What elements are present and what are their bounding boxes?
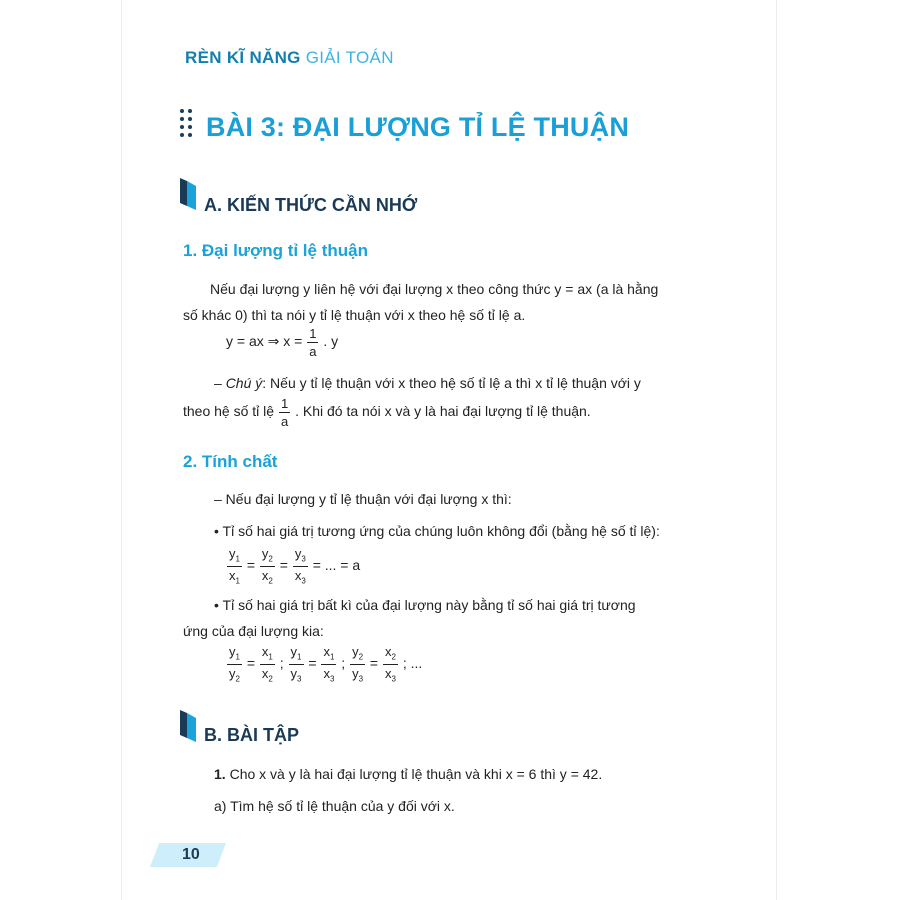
part1-formula [226, 327, 338, 358]
part2-bullet1 [214, 523, 660, 539]
running-header [185, 48, 394, 68]
ratio-equality-1-tail: = ... = a [312, 556, 361, 573]
formula-numerator: 1 [309, 326, 317, 341]
note-label: Chú ý [225, 375, 263, 391]
part1-line2: số khác 0) thì ta nói y tỉ lệ thuận với x theo hệ số tỉ lệ a. [183, 307, 526, 323]
part2-intro: – Nếu đại lượng y tỉ lệ thuận với đại lượng x thì: [214, 491, 512, 507]
bullet-icon: • [214, 597, 219, 613]
ratio-equality-2-tail: ; ... [402, 654, 423, 671]
frac-y1-y3: $\frac{y_1}{y_3}$ [290, 644, 302, 684]
page-number: 10 [182, 846, 200, 863]
part1-line1: Nếu đại lượng y liên hệ với đại lượng x theo công thức y = ax (a là hằng [210, 281, 659, 297]
frac-y2-x2: $\frac{y_2}{x_2}$ [261, 546, 273, 586]
formula-fraction [307, 327, 318, 358]
frac-x1-x2: $\frac{x_1}{x_2}$ [261, 644, 273, 684]
part2-title: 2. Tính chất [183, 452, 278, 471]
frac-y2-y3: $\frac{y_2}{y_3}$ [352, 644, 364, 684]
note-fraction [279, 397, 290, 428]
bullet1-text: Tỉ số hai giá trị tương ứng của chúng luôn không đổi (bằng hệ số tỉ lệ): [222, 523, 660, 539]
ratio-equality-1: $\frac{y_1}{x_1}$ = $\frac{y_2}{x_2}$ = $\frac{y_3}{x_3}$ = ... = a [229, 546, 361, 586]
exercise-number: 1. [214, 766, 226, 782]
exercise-text: Cho x và y là hai đại lượng tỉ lệ thuận và khi x = 6 thì y = 42. [229, 766, 603, 782]
frac-x1-x3: $\frac{x_1}{x_3}$ [323, 644, 335, 684]
note-line1-text: : Nếu y tỉ lệ thuận với x theo hệ số tỉ lệ a thì x tỉ lệ thuận với y [262, 375, 641, 391]
part2-bullet2-line2: ứng của đại lượng kia: [183, 623, 324, 639]
note-frac-numerator: 1 [280, 396, 289, 411]
frac-x2-x3: $\frac{x_2}{x_3}$ [385, 644, 396, 684]
frac-y1-y2: $\frac{y_1}{y_2}$ [229, 644, 240, 684]
lesson-title: BÀI 3: ĐẠI LƯỢNG TỈ LỆ THUẬN [206, 112, 630, 142]
note-frac-denominator: a [280, 414, 289, 429]
formula-left: y = ax ⇒ x = [226, 333, 303, 350]
part1-title: 1. Đại lượng tỉ lệ thuận [183, 241, 368, 260]
section-marker-icon [180, 710, 196, 742]
header-title-bold: RÈN KĨ NĂNG [185, 48, 301, 67]
note-line2-end: . Khi đó ta nói x và y là hai đại lượng tỉ lệ thuận. [295, 403, 591, 420]
dots-grid-icon [180, 109, 198, 139]
part2-bullet2-line1 [214, 597, 636, 613]
frac-y1-x1: $\frac{y_1}{x_1}$ [229, 546, 240, 586]
ratio-equality-2: $\frac{y_1}{y_2}$ = $\frac{x_1}{x_2}$ ; $\frac{y_1}{y_3}$ = $\frac{x_1}{x_3}$ ; $\frac{y_2}{y_3}$ = $\frac{x_2}{x_3}$ ; ... [229, 644, 423, 684]
formula-denominator: a [309, 344, 317, 359]
bullet2-text: Tỉ số hai giá trị bất kì của đại lượng này bằng tỉ số hai giá trị tương [222, 597, 636, 613]
part1-note-line2 [183, 397, 591, 428]
section-a-title: A. KIẾN THỨC CẦN NHỚ [204, 195, 418, 215]
note-line2-start: theo hệ số tỉ lệ [183, 403, 275, 420]
exercise-1-part-a: a) Tìm hệ số tỉ lệ thuận của y đối với x. [214, 798, 455, 814]
exercise-1-statement [214, 766, 602, 782]
header-title-light: GIẢI TOÁN [305, 48, 394, 67]
part1-note-line1 [214, 375, 641, 391]
formula-right: . y [323, 333, 339, 350]
section-marker-icon [180, 178, 196, 210]
section-b-title: B. BÀI TẬP [204, 725, 300, 745]
note-dash: – [214, 375, 222, 391]
frac-y3-x3: $\frac{y_3}{x_3}$ [294, 546, 306, 586]
bullet-icon: • [214, 523, 219, 539]
